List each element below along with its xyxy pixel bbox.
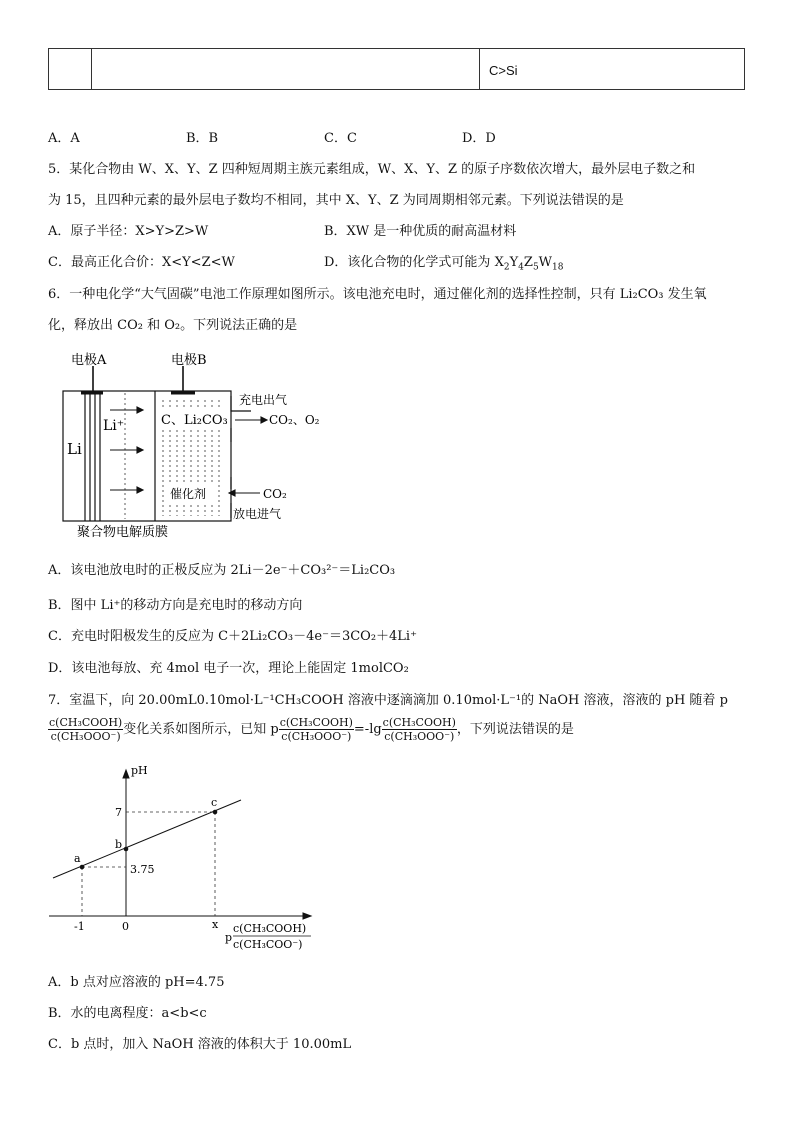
co2-o2-label: CO₂、O₂ [269, 413, 320, 427]
q5-option-d: D．该化合物的化学式可能为 $X_2Y_4Z_5W_{18}$ [324, 255, 564, 273]
table-divider [479, 49, 480, 89]
q6-stem: 6．一种电化学“大气固碳”电池工作原理如图所示。该电池充电时，通过催化剂的选择性控制，只有 Li₂CO₃ 发生氧 [48, 287, 707, 302]
q5-option-d-label: D．该化合物的化学式可能为 [324, 255, 495, 270]
q4-option-b: B．B [186, 131, 219, 146]
q7-stem-cont: $\frac{\text{c(CH₃COOH)}}{\text{c(CH₃OOO⁻)}}$ 变化关系如图所示，已知 p $\frac{\text{c(CH₃COOH)}}{\text{c(CH₃OOO⁻)}}$ =-lg $\frac{\text{c(CH₃COOH)}}{\text{c(CH₃OOO⁻)}}$ ，下列说法错误的是 [49, 716, 574, 743]
co2-label: CO₂ [263, 487, 287, 501]
catalyst-label: 催化剂 [170, 487, 207, 501]
q5-option-a: A．原子半径：X>Y>Z>W [48, 224, 209, 239]
q7-option-a: A．b 点对应溶液的 pH=4.75 [48, 975, 225, 990]
q6-stem-cont: 化，释放出 CO₂ 和 O₂。下列说法正确的是 [48, 318, 298, 333]
q6-option-c: C．充电时阳极发生的反应为 C＋2Li₂CO₃－4e⁻＝3CO₂＋4Li⁺ [48, 629, 417, 644]
li-ion-label: Li⁺ [103, 418, 125, 434]
q4-option-a: A．A [48, 131, 80, 146]
q6-option-d: D．该电池每放、充 4mol 电子一次，理论上能固定 1molCO₂ [48, 661, 409, 676]
q4-option-c: C．C [324, 131, 357, 146]
answer-table [48, 48, 745, 90]
x-axis-label-num: c(CH₃COOH) [233, 922, 307, 935]
point-a-label: a [74, 852, 81, 865]
electrode-a-label: 电极A [71, 353, 107, 368]
x-axis-label-den: c(CH₃COO⁻) [233, 938, 303, 951]
y-tick-7: 7 [115, 806, 122, 819]
q6-option-a: A．该电池放电时的正极反应为 2Li－2e⁻＋CO₃²⁻＝Li₂CO₃ [48, 563, 396, 578]
table-cell: C>Si [489, 63, 518, 78]
y-axis-label: pH [131, 764, 148, 777]
table-divider [91, 49, 92, 89]
point-b-label: b [115, 838, 123, 851]
ratio-fraction: $\frac{\text{c(CH₃COOH)}}{\text{c(CH₃OOO⁻)}}$ [279, 716, 353, 743]
membrane-label: 聚合物电解质膜 [77, 525, 169, 540]
q5-option-c: C．最高正化合价：X<Y<Z<W [48, 255, 235, 270]
li-metal-label: Li [67, 440, 82, 458]
q7-option-c: C．b 点时，加入 NaOH 溶液的体积大于 10.00mL [48, 1037, 352, 1052]
q4-option-d: D．D [462, 131, 496, 146]
cathode-material-label: C、Li₂CO₃ [161, 413, 228, 428]
ph-graph [45, 762, 330, 957]
q5-option-b: B．XW 是一种优质的耐高温材料 [324, 224, 517, 239]
x-axis-label-p: p [225, 931, 233, 944]
point-c-label: c [211, 796, 218, 809]
q5-stem-cont: 为 15，且四种元素的最外层电子数均不相同，其中 X、Y、Z 为同周期相邻元素。下列说法错误的是 [48, 193, 624, 208]
q7-stem: 7．室温下，向 20.00mL0.10mol·L⁻¹CH₃COOH 溶液中逐滴滴加 0.10mol·L⁻¹的 NaOH 溶液，溶液的 pH 随着 p [48, 693, 728, 708]
charge-outlet-label: 充电出气 [239, 393, 288, 407]
point-b [124, 847, 129, 852]
ratio-fraction: $\frac{\text{c(CH₃COOH)}}{\text{c(CH₃OOO⁻)}}$ [49, 716, 123, 743]
point-a [80, 865, 85, 870]
ratio-fraction: $\frac{\text{c(CH₃COOH)}}{\text{c(CH₃OOO⁻)}}$ [382, 716, 456, 743]
point-c [213, 810, 218, 815]
electrode-b-label: 电极B [171, 353, 207, 368]
q5-stem: 5．某化合物由 W、X、Y、Z 四种短周期主族元素组成，W、X、Y、Z 的原子序数依次增大，最外层电子数之和 [48, 162, 696, 177]
x-tick-0: 0 [122, 920, 129, 933]
x-tick-neg1: -1 [74, 920, 85, 933]
q6-option-b: B．图中 Li⁺的移动方向是充电时的移动方向 [48, 598, 303, 613]
x-tick-x: x [212, 918, 219, 931]
q7-option-b: B．水的电离程度：a<b<c [48, 1006, 207, 1021]
battery-diagram [55, 348, 345, 540]
y-tick-375: 3.75 [130, 863, 155, 876]
discharge-inlet-label: 放电进气 [233, 507, 282, 521]
